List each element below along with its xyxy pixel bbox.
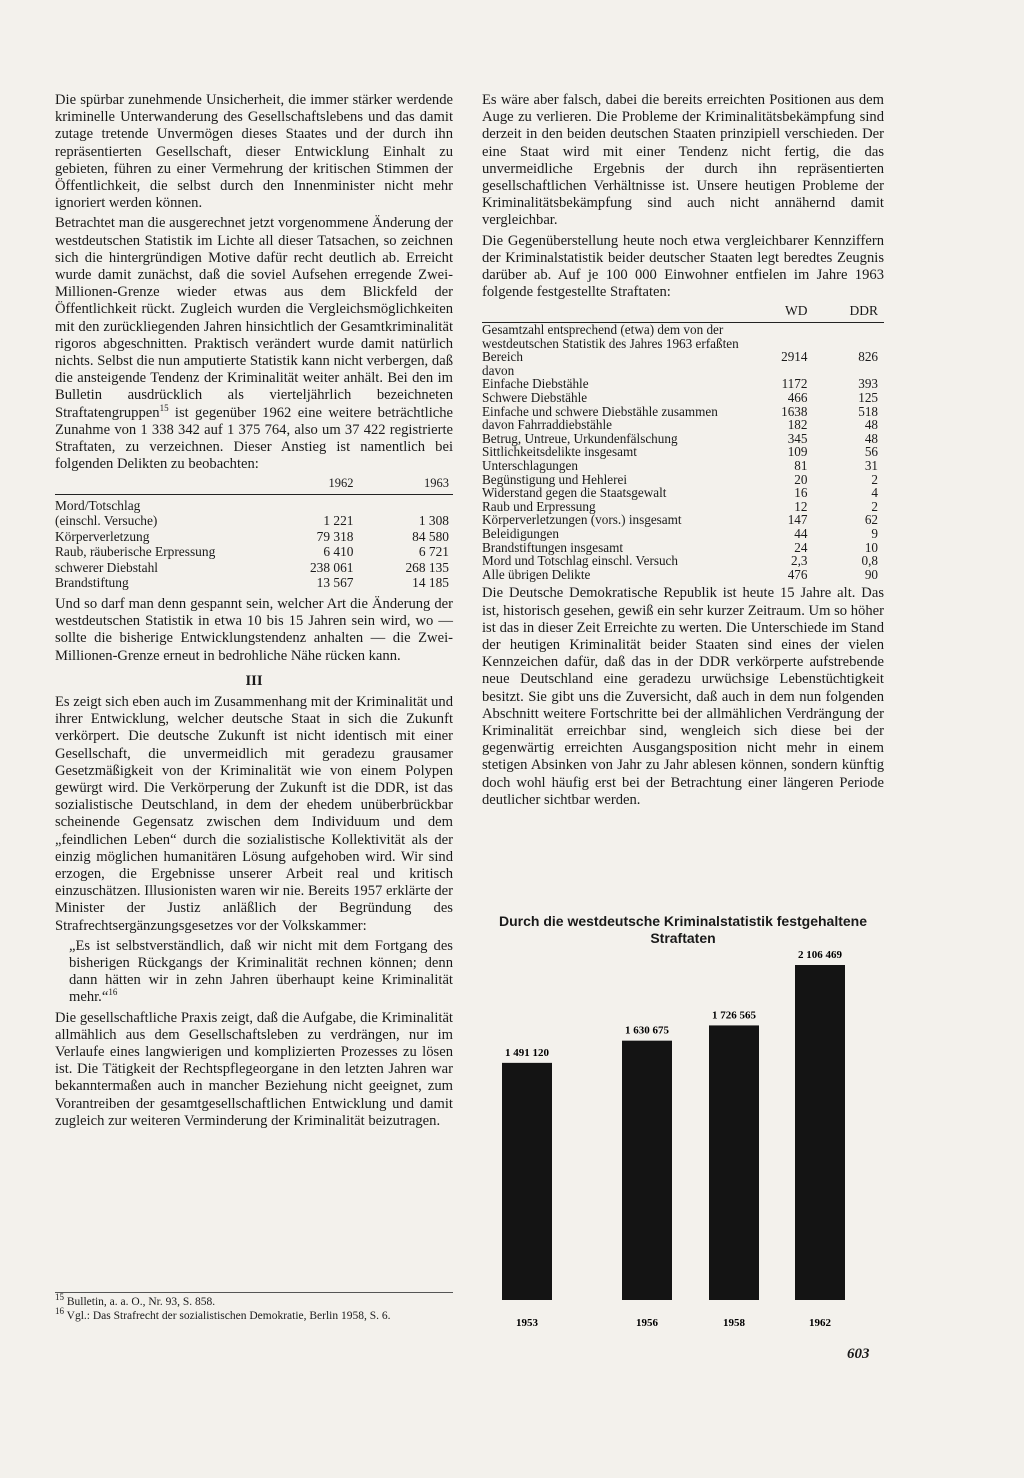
table-cell-value: 1 221 <box>323 513 354 529</box>
table-cell-value: 12 <box>794 498 808 514</box>
chart-title: Durch die westdeutsche Kriminalstatistik festgehaltene Straftaten <box>499 913 867 946</box>
table-header-row <box>55 476 453 494</box>
table-cell-value: 268 135 <box>405 559 449 575</box>
table-cell-value: 9 <box>871 525 878 541</box>
footnote <box>55 1292 453 1309</box>
table-cell-label: Unterschlagungen <box>482 457 578 473</box>
table-cell-value <box>747 364 813 378</box>
table-cell-label: Beleidigungen <box>482 525 559 541</box>
table-cell-value: 84 580 <box>412 528 449 544</box>
table-cell-value: 238 061 <box>309 559 354 575</box>
table-cell-value <box>357 494 453 513</box>
table-cell-label: Widerstand gegen die Staatsgewalt <box>482 485 667 501</box>
table-cell-label: Einfache und schwere Diebstähle zusammen <box>482 403 718 419</box>
comparison-table <box>482 304 884 581</box>
table-header: 1963 <box>357 476 453 494</box>
table-cell-value: 2 <box>871 498 878 514</box>
table-cell-value: 10 <box>864 539 878 555</box>
table-header <box>482 304 747 322</box>
quote-text: „Es ist selbstverständlich, daß wir nicht mit dem Fortgang des bisherigen Rückgangs der Kriminalität rechnen können; denn dann hätten wir in zehn Jahren überhaupt keine Kriminalität mehr.“ <box>69 937 453 1006</box>
table-cell-value: 24 <box>794 539 808 555</box>
table-row <box>55 575 453 591</box>
bar-category-label: 1962 <box>809 1317 831 1329</box>
chart-bar <box>709 1025 759 1300</box>
table-cell-value: 147 <box>787 512 808 528</box>
right-column <box>482 92 884 812</box>
table-cell-value: 20 <box>794 471 808 487</box>
table-cell-value <box>262 494 358 513</box>
table-cell-label: Raub und Erpressung <box>482 498 596 514</box>
table-row <box>55 529 453 545</box>
paragraph <box>55 215 453 473</box>
chart-bar <box>502 1063 552 1300</box>
table-row <box>482 377 884 391</box>
table-cell-value: 81 <box>794 457 808 473</box>
table-row <box>482 486 884 500</box>
paragraph-text: Betrachtet man die ausgerechnet jetzt vorgenommene Änderung der westdeutschen Statistik im Lichte all dieser Tatsachen, so zeichnen sich die hintergründigen Motive dafür recht deutlich ab. Erreicht wurde damit zunächst, daß die soviel Aufsehen erregende Zwei-Millionen-Grenze wieder etwas aus dem Blickfeld der Öffentlichkeit rückt. Zugleich wurden die Vergleichsmöglichkeiten mit den zurückliegenden Jahren hinsichtlich der Gesamtkriminalität rigoros abgeschnitten. Praktisch verändert wurde damit natürlich nichts. Selbst die nun amputierte Statistik kann nicht verbergen, daß die ansteigende Tendenz der Kriminalität weiter anhält. Bei den im Bulletin ausdrücklich als vierteljährlich bezeichneten Straftatengruppen <box>55 215 453 421</box>
table-cell-value: 48 <box>864 430 878 446</box>
table-row <box>482 527 884 541</box>
table-cell-value: 6 410 <box>323 544 354 560</box>
chart-bar <box>795 965 845 1300</box>
table-row <box>482 432 884 446</box>
table-cell-value: 345 <box>787 430 808 446</box>
table-cell-value: 48 <box>864 417 878 433</box>
quote <box>69 938 453 1007</box>
table-cell-label: Schwere Diebstähle <box>482 390 588 405</box>
table-cell-value: 16 <box>794 485 808 501</box>
table-cell-label: Alle übrigen Delikte <box>482 566 591 582</box>
table-cell-value: 13 567 <box>316 575 354 591</box>
table-cell-value: 90 <box>864 566 878 582</box>
table-cell-label: Mord und Totschlag einschl. Versuch <box>482 553 679 569</box>
table-row <box>55 560 453 576</box>
bar-value-label: 1 726 565 <box>712 1009 756 1022</box>
bar-chart <box>482 945 884 1335</box>
table-row <box>55 494 453 513</box>
bar-category-label: 1958 <box>723 1317 745 1329</box>
footnote-ref: 15 <box>159 402 169 413</box>
table-cell-value: 109 <box>787 444 808 460</box>
paragraph: Es zeigt sich eben auch im Zusammenhang mit der Kriminalität und ihrer Entwicklung, welcher deutsche Staat in sich die Zukunft verkörpert. Die deutsche Zukunft ist nicht identisch mit einer Gesellschaft, die unvermeidlich mit geradezu grausamer Gesetzmäßigkeit von der Kriminalität wie von einem Polypen gewürgt wird. Die Verkörperung der Zukunft ist die DDR, ist das sozialistische Deutschland, in dem der ehedem unüberbrückbar scheinende Gegensatz zwischen dem Individuum und dem „feindlichen Leben“ durch die sozialistische Kollektivität als der einzig möglichen humanitären Lösung aufgehoben wird. Wir sind erzogen, die Ergebnisse unserer Arbeit real und kritisch einzuschätzen. Illusionisten waren wir nie. Bereits 1957 erklärte der Minister der Justiz anläßlich der Begründung des Strafrechtsergänzungsgesetzes vor der Volkskammer: <box>55 693 453 934</box>
table-row <box>482 513 884 527</box>
table-cell-value: 2 <box>871 471 878 487</box>
table-cell-value: 6 721 <box>418 544 449 560</box>
table-row <box>482 459 884 473</box>
delikte-table-body <box>55 494 453 591</box>
bar-category-label: 1956 <box>636 1317 658 1329</box>
bar-value-label: 1 491 120 <box>505 1046 549 1059</box>
footnotes <box>55 1292 453 1324</box>
table-cell-value: 393 <box>858 376 878 392</box>
page-number: 603 <box>847 1346 870 1362</box>
table-cell-value: 476 <box>787 566 808 582</box>
table-row <box>482 500 884 514</box>
table-cell-value: 1 308 <box>418 513 449 529</box>
table-cell-value: 1172 <box>781 376 808 392</box>
section-heading: III <box>245 672 263 689</box>
table-cell-value: 2,3 <box>790 553 808 569</box>
table-header: 1962 <box>262 476 358 494</box>
table-row <box>482 405 884 419</box>
bar-value-label: 1 630 675 <box>625 1024 669 1037</box>
table-header-row <box>482 304 884 322</box>
table-row <box>482 568 884 582</box>
table-header: DDR <box>813 304 884 322</box>
table-cell-label: Betrug, Untreue, Urkundenfälschung <box>482 430 678 446</box>
table-cell-label: (einschl. Versuche) <box>55 513 158 529</box>
footnote-text: Vgl.: Das Strafrecht der sozialistischen Demokratie, Berlin 1958, S. 6. <box>64 1310 391 1322</box>
table-cell-value: 0,8 <box>861 553 878 569</box>
table-header <box>55 476 262 494</box>
table-cell-label: Einfache Diebstähle <box>482 376 589 392</box>
footnote <box>55 1306 453 1323</box>
table-cell-value: 44 <box>794 525 808 541</box>
table-cell-label: Raub, räuberische Erpressung <box>55 544 216 560</box>
table-row <box>482 391 884 405</box>
bar-category-label: 1953 <box>516 1317 538 1329</box>
table-cell-label: Brandstiftung <box>55 575 129 591</box>
paragraph: Und so darf man denn gespannt sein, welcher Art die Änderung der westdeutschen Statistik in etwa 10 bis 15 Jahren sein wird, wo — sollte die bisherige Entwicklungstendenz anhalten — die Zwei-Millionen-Grenze erneut in bedrohliche Nähe rücken kann. <box>55 595 453 664</box>
table-cell-value: 518 <box>858 403 878 419</box>
table-cell-value: 4 <box>871 485 878 501</box>
table-cell-label: davon <box>482 362 515 378</box>
table-cell-value: 826 <box>858 349 878 365</box>
table-cell-value: 56 <box>864 444 878 460</box>
paragraph: Die gesellschaftliche Praxis zeigt, daß die Aufgabe, die Kriminalität allmählich aus dem Gesellschaftsleben zu verdrängen, nur im Verlaufe eines langwierigen und komplizierten Prozesses zu lösen ist. Die Tätigkeit der Rechtspflegeorgane in den letzten Jahren war bekanntermaßen auch in mancher Beziehung nicht geeignet, zum Vorantreiben der gesamtgesellschaftlichen Entwicklung und damit zugleich zur weiteren Verminderung der Kriminalität beizutragen. <box>55 1009 453 1129</box>
table-row <box>482 418 884 432</box>
table-cell-value: 125 <box>858 390 878 405</box>
table-cell-label: Begünstigung und Hehlerei <box>482 471 628 487</box>
table-cell-label: davon Fahrraddiebstähle <box>482 417 613 433</box>
table-cell-label: Mord/Totschlag <box>55 497 141 513</box>
table-cell-label: Sittlichkeitsdelikte insgesamt <box>482 444 637 460</box>
chart-bar <box>622 1041 672 1300</box>
footnote-number: 15 <box>55 1292 64 1303</box>
paragraph-text: ist gegenüber 1962 eine weitere beträchtliche Zunahme von 1 338 342 auf 1 375 764, also um 37 422 registrierte Straftaten, zu verzeichnen. Dieser Anstieg ist namentlich bei folgenden Delikten zu beobachten: <box>55 404 453 473</box>
table-row <box>482 541 884 555</box>
left-column <box>55 92 453 1133</box>
footnote-ref: 16 <box>108 987 118 998</box>
table-cell-label: Körperverletzungen (vors.) insgesamt <box>482 512 682 528</box>
footnote-number: 16 <box>55 1306 64 1317</box>
table-cell-value: 62 <box>864 512 878 528</box>
table-cell-value: 466 <box>787 390 808 405</box>
paragraph: Die Gegenüberstellung heute noch etwa vergleichbarer Kennziffern der Kriminalstatistik beider deutscher Staaten legt beredtes Zeugnis darüber ab. Auf je 100 000 Einwohner entfielen im Jahre 1963 folgende festgestellte Straftaten: <box>482 232 884 301</box>
paragraph: Die spürbar zunehmende Unsicherheit, die immer stärker werdende kriminelle Unterwanderung des Gesellschaftslebens und das damit zutage tretende Unvermögen dieses Staates und der durch ihn repräsentierten Gesellschaft, dieser Entwicklung Einhalt zu gebieten, führen zu einer Vermehrung der kritischen Stimmen der Öffentlichkeit, die selbst durch den Innenminister nicht mehr ignoriert werden können. <box>55 92 453 212</box>
paragraph: Die Deutsche Demokratische Republik ist heute 15 Jahre alt. Das ist, historisch gesehen, gewiß ein sehr kurzer Zeitraum. Um so höher ist das in dieser Zeit Erreichte zu werten. Die Unterschiede im Stand der heutigen Kriminalität beider Staaten sind eines der vielen Kennzeichen dafür, daß das in der DDR verkörperte aufstrebende neue Deutschland eine geradezu urwüchsige Lebenstüchtigkeit besitzt. Sie gibt uns die Zuversicht, daß auch in dem nun folgenden Abschnitt weitere Fortschritte bei der allmählichen Verdrängung der Kriminalität erreichbar sind, wengleich sich diese bei der gegenwärtig erreichten Ausgangsposition nicht mehr in einem stetigen Absinken von Jahr zu Jahr ablesen können, sondern künftig doch wohl häufig erst bei der Betrachtung einer längeren Periode deutlicher sichtbar werden. <box>482 585 884 808</box>
table-cell-label: Körperverletzung <box>55 528 150 544</box>
table-cell-value: 79 318 <box>316 528 354 544</box>
table-row <box>55 544 453 560</box>
table-row <box>482 554 884 568</box>
table-cell-value: 31 <box>864 457 878 473</box>
comparison-table-body <box>482 323 884 582</box>
table-header: WD <box>747 304 813 322</box>
table-cell-value <box>813 364 884 378</box>
bar-value-label: 2 106 469 <box>798 949 842 961</box>
table-row <box>482 364 884 378</box>
table-cell-label: schwerer Diebstahl <box>55 559 158 575</box>
footnote-text: Bulletin, a. a. O., Nr. 93, S. 858. <box>64 1296 216 1308</box>
table-cell-label: Brandstiftungen insgesamt <box>482 539 624 555</box>
table-row <box>55 513 453 529</box>
table-cell-value: 1638 <box>781 403 808 419</box>
table-row <box>482 473 884 487</box>
table-row <box>482 445 884 459</box>
table-cell-value: 14 185 <box>412 575 449 591</box>
table-cell-label: Gesamtzahl entsprechend (etwa) dem von der westdeutschen Statistik des Jahres 1963 erfaßten Bereich <box>482 322 739 365</box>
delikte-table <box>55 476 453 591</box>
table-cell-value: 2914 <box>781 349 808 365</box>
table-cell-value: 182 <box>787 417 808 433</box>
paragraph: Es wäre aber falsch, dabei die bereits erreichten Positionen aus dem Auge zu verlieren. Die Probleme der Kriminalitätsbekämpfung sind derzeit in den beiden deutschen Staaten prinzipiell verschieden. Der eine Staat wird mit einer Tendenz nicht fertig, die das unvermeidliche Ergebnis der durch ihn repräsentierten gesellschaftlichen Verhältnisse ist. Unsere heutigen Probleme der Kriminalitätsbekämpfung sind auch nicht annähernd damit vergleichbar. <box>482 92 884 229</box>
table-row <box>482 323 884 364</box>
